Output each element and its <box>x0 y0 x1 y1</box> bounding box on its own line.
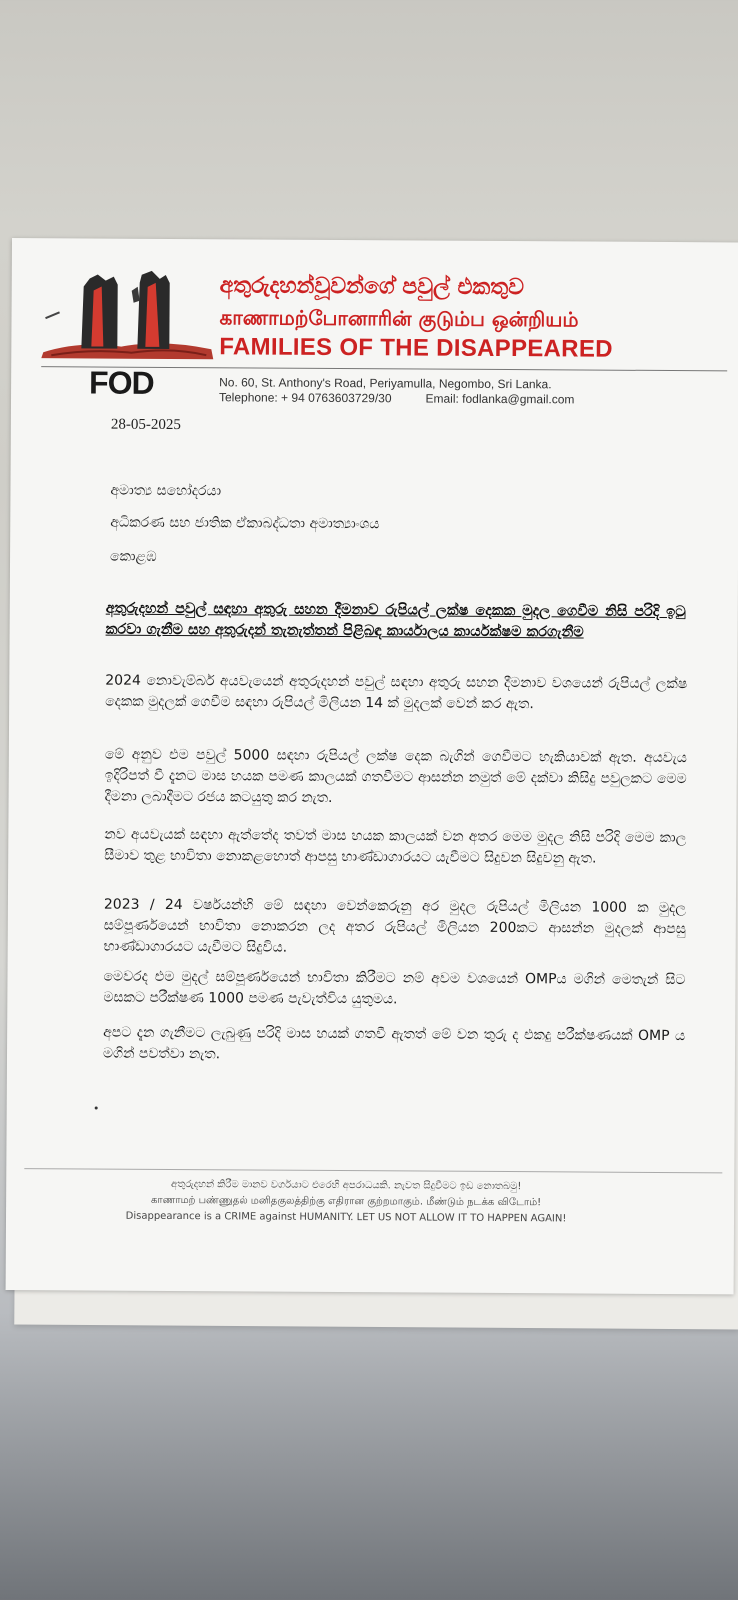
telephone: Telephone: + 94 0763603729/30 <box>218 390 392 406</box>
letter-date: 28-05-2025 <box>110 416 181 434</box>
stray-mark <box>95 1107 98 1110</box>
footer-slogan-english: Disappearance is a CRIME against HUMANITY. LET US NOT ALLOW IT TO HAPPEN AGAIN! <box>125 1210 567 1225</box>
body-paragraph: 2023 / 24 වර්ෂයන්හි මේ සඳහා වෙන්කෙරුනු අර මුදල රුපියල් මිලියන 1000 ක මුදල සම්පූර්ණයෙන් භාවිතා නොකරන ලද අතර රුපියල් මිලියන 200කට ආසන්න මුදලක් ආපසු භාණ්ඩාගාරයට යැවීමට සිදුවිය. <box>103 896 686 956</box>
logo-text: FOD <box>89 364 154 401</box>
body-paragraph: අපට දැන ගැනීමට ලැබුණු පරිදි මාස හයක් ගතවී ඇතත් මේ වන තුරු ද එකදු පරීක්ෂණයක් OMP ය මගින් පවත්වා නැත. <box>102 1024 686 1063</box>
recipient-line: අධිකරණ සහ ජාතික ඒකාබද්ධතා අමාත්‍යාංශය <box>110 514 380 533</box>
footer-divider <box>24 1168 722 1173</box>
footer-slogan-tamil: காணாமற் பண்ணுதல் மனிதகுலத்திற்கு எதிரான குற்றமாகும். மீண்டும் நடக்க விடோம்! <box>150 1194 542 1209</box>
org-name-sinhala: අතුරුදහන්වූවන්ගේ පවුල් එකතුව <box>219 273 525 301</box>
body-paragraph: නව අයවැයක් සඳහා ඇත්තේද තවත් මාස හයක කාලයක් වන අතර මෙම මුදල නිසි පරිදි මෙම කාල සීමාව තුළ භාවිතා නොකළහොත් ආපසු භාණ්ඩාගාරයට යැවීමට සිදුවන සිදුවනු ඇත. <box>104 826 687 867</box>
org-name-tamil: காணாமற்போனாரின் குடும்ப ஒன்றியம் <box>219 305 579 332</box>
org-name-english: FAMILIES OF THE DISAPPEARED <box>219 333 613 363</box>
body-paragraph: මේ අනුව එම පවුල් 5000 සඳහා රුපියල් ලක්ෂ දෙක බැගින් ගෙවීමට හැකියාවක් ඇත. අයවැය ඉදිරිපත් වී දැනට මාස හයක පමණ කාලයක් ගතවීමට ආසන්න නමුත් මේ දක්වා කිසිදු පවුලකට මෙම දීමනා ලබාදීමට රජය කටයුතු කර නැත. <box>104 746 687 806</box>
body-paragraph: මෙවරද එම මුදල් සම්පූර්ණයෙන් භාවිතා කිරීමට නම් අවම වශයෙන් OMPය මගින් මෙතැන් සිට මසකට පරීක්ෂණ 1000 පමණ පැවැත්විය යුතුමය. <box>103 968 686 1008</box>
recipient-line: කොළඹ <box>110 548 157 565</box>
footer-slogan-sinhala: අතුරුදහන් කිරීම මානව වර්ගයාට එරෙහි අපරාධයකි. නැවත සිදුවීමට ඉඩ නොතබමු! <box>171 1178 522 1193</box>
email: Email: fodlanka@gmail.com <box>425 391 575 407</box>
contact-line <box>219 390 574 406</box>
fod-logo-icon <box>41 260 222 361</box>
body-paragraph: 2024 නොවැම්බර් අයවැයෙන් අතුරුදහන් පවුල් සඳහා අතුරු සහන දීමනාව වශයෙන් රුපියල් ලක්ෂ දෙකක මුදලක් ගෙවීම සඳහා රුපියල් මිලියන 14 ක් මුදලක් වෙන් කර ඇත. <box>105 672 688 713</box>
org-address: No. 60, St. Anthony's Road, Periyamulla, Negombo, Sri Lanka. <box>219 375 552 392</box>
letter-subject: අතුරුදහන් පවුල් සඳහා අතුරු සහන දීමනාව රුපියල් ලක්ෂ දෙකක මුදල ගෙවීම නිසි පරිදි ඉටු කරවා ගැනීම සහ අතුරුදන් තැනැත්තන් පිළිබඳ කාර්යාලය කාර්යක්ෂම කරගැනීම <box>105 600 686 641</box>
letter-page <box>6 238 738 1294</box>
recipient-line: අමාත්‍ය සහෝදරයා <box>110 482 222 500</box>
